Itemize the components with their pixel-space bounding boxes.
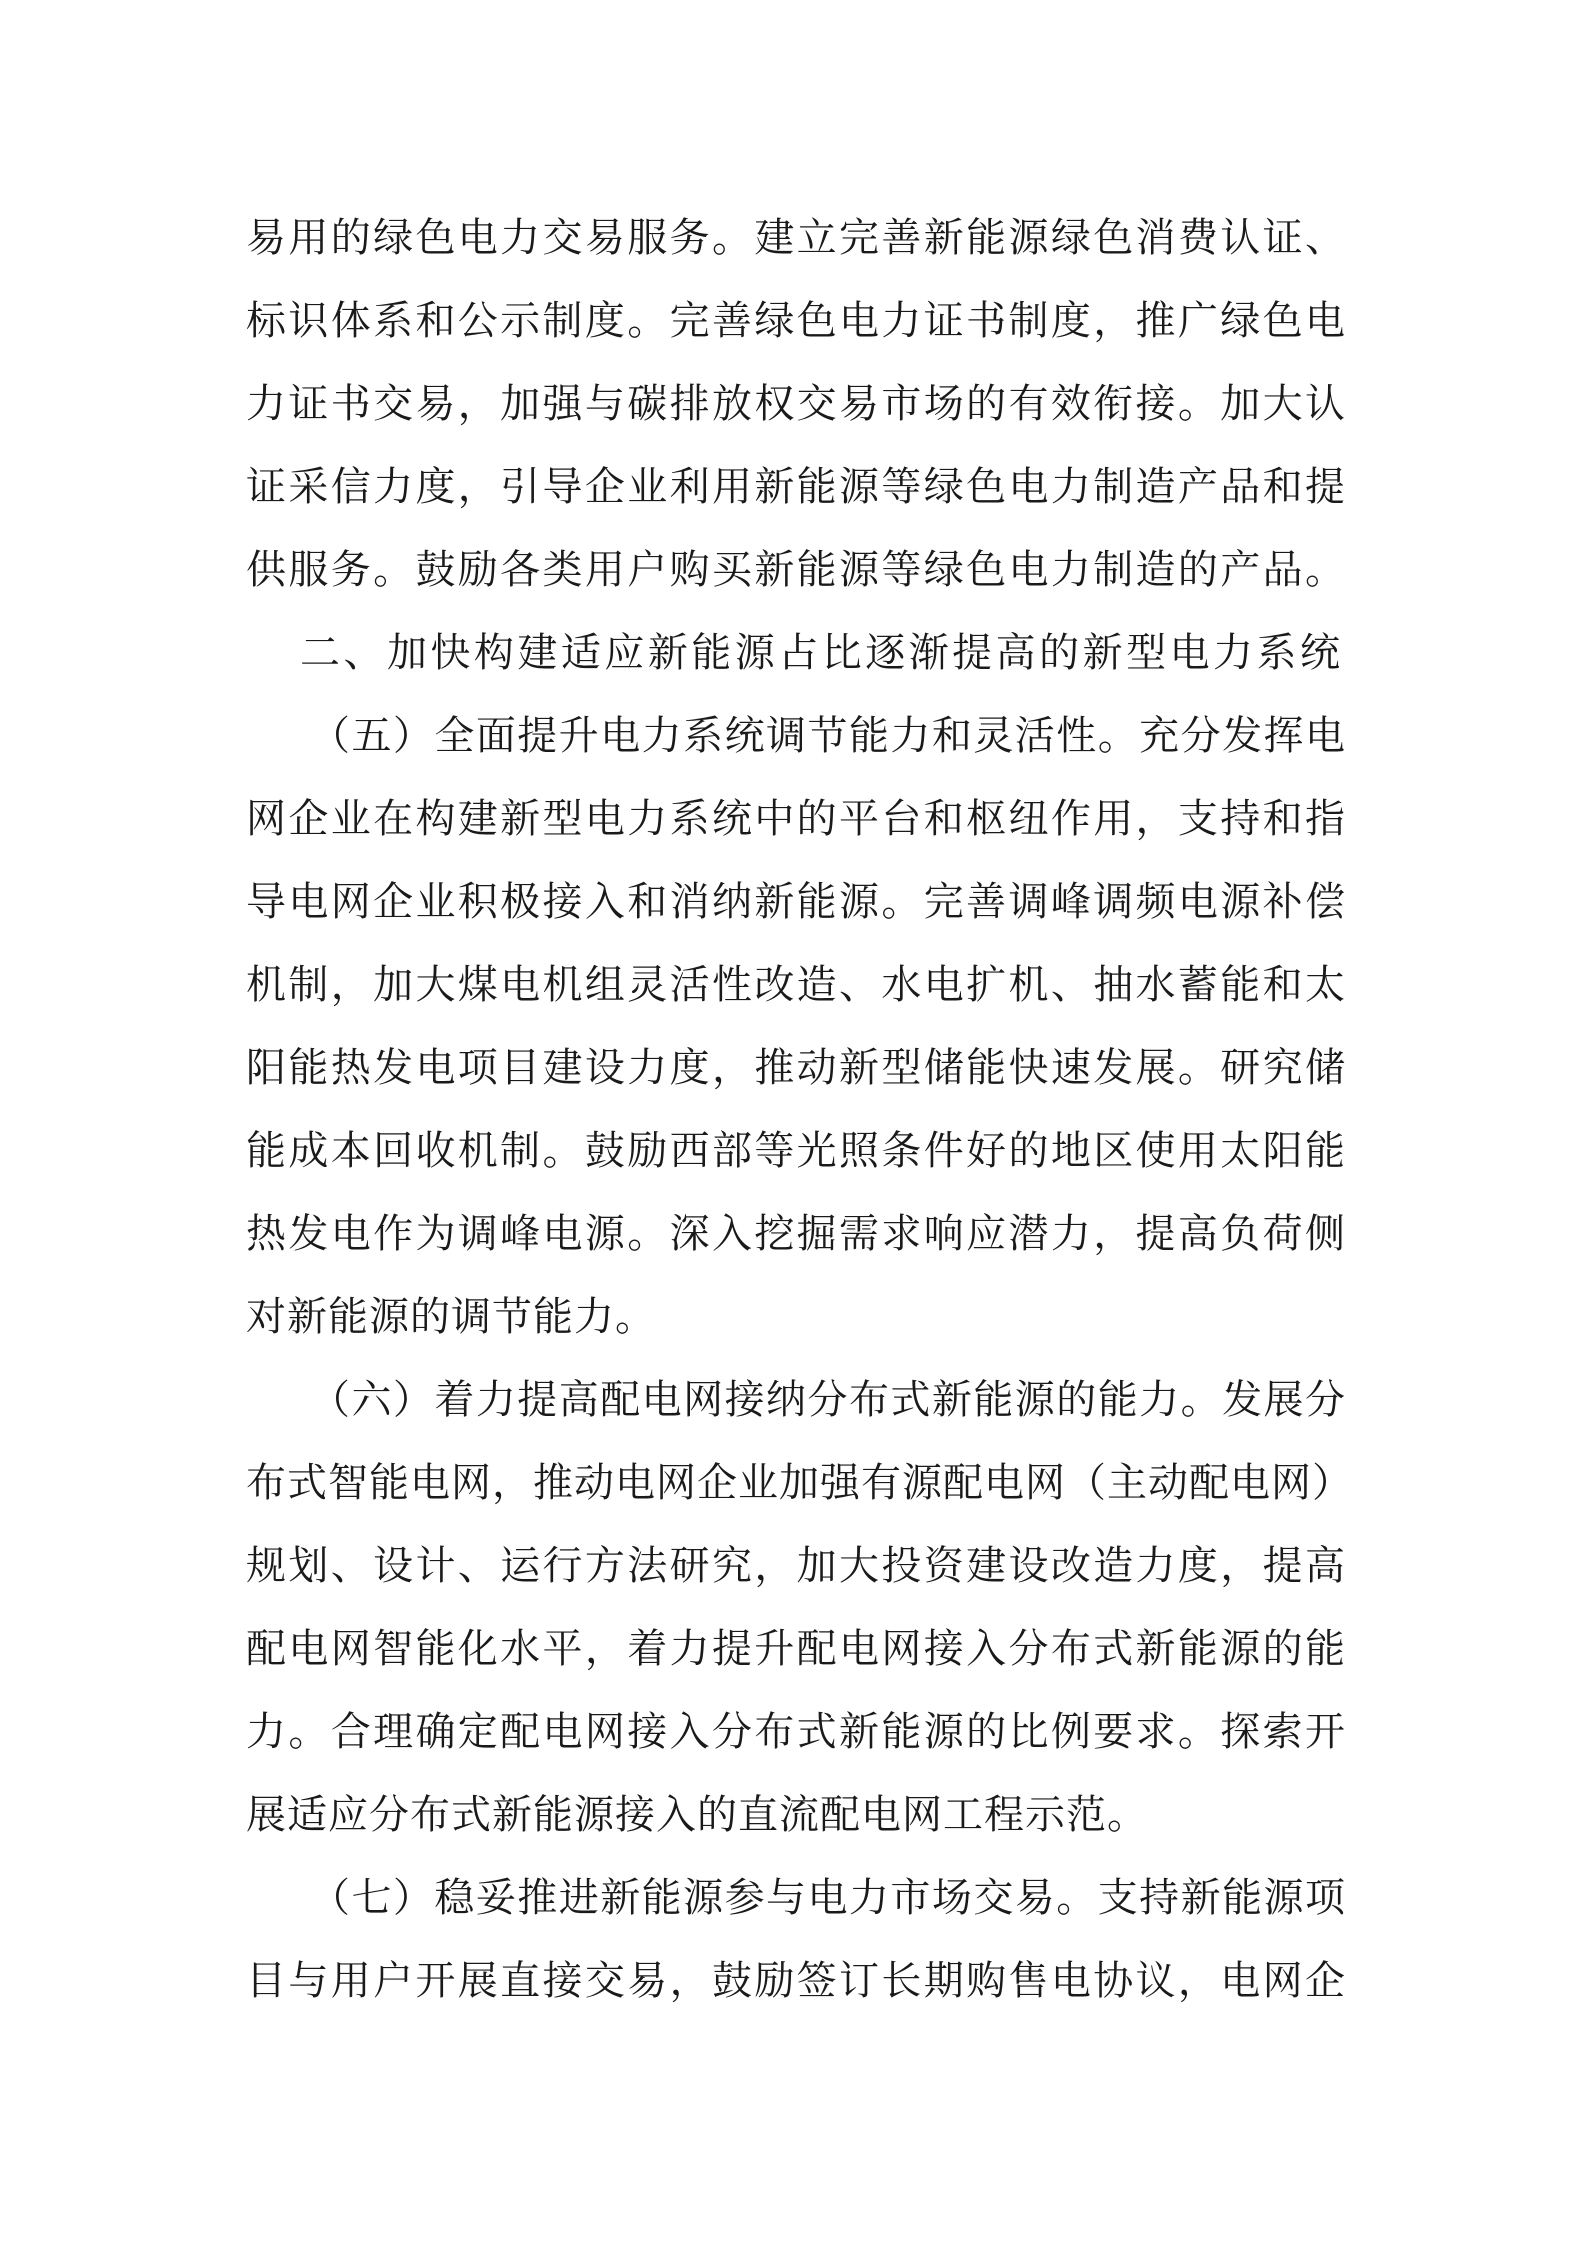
text-line: 规划、设计、运行方法研究，加大投资建设改造力度，提高 bbox=[246, 1543, 1346, 1589]
text-line: 阳能热发电项目建设力度，推动新型储能快速发展。研究储 bbox=[246, 1045, 1346, 1091]
paragraph-five-first-line: （五）全面提升电力系统调节能力和灵活性。充分发挥电 bbox=[310, 713, 1346, 759]
text-line: 力。合理确定配电网接入分布式新能源的比例要求。探索开 bbox=[246, 1709, 1346, 1755]
text-line: 力证书交易，加强与碳排放权交易市场的有效衔接。加大认 bbox=[246, 381, 1346, 427]
text-line: 布式智能电网，推动电网企业加强有源配电网（主动配电网） bbox=[246, 1460, 1353, 1506]
text-line: 机制，加大煤电机组灵活性改造、水电扩机、抽水蓄能和太 bbox=[246, 962, 1346, 1008]
text-line: 导电网企业积极接入和消纳新能源。完善调峰调频电源补偿 bbox=[246, 879, 1346, 925]
text-line: 证采信力度，引导企业利用新能源等绿色电力制造产品和提 bbox=[246, 464, 1346, 510]
text-line: 热发电作为调峰电源。深入挖掘需求响应潜力，提高负荷侧 bbox=[246, 1211, 1346, 1257]
text-line: 对新能源的调节能力。 bbox=[246, 1294, 656, 1340]
text-line: 供服务。鼓励各类用户购买新能源等绿色电力制造的产品。 bbox=[246, 547, 1346, 593]
paragraph-seven-first-line: （七）稳妥推进新能源参与电力市场交易。支持新能源项 bbox=[310, 1875, 1346, 1921]
paragraph-six-first-line: （六）着力提高配电网接纳分布式新能源的能力。发展分 bbox=[310, 1377, 1346, 1423]
text-line: 展适应分布式新能源接入的直流配电网工程示范。 bbox=[246, 1792, 1148, 1838]
section-heading: 二、加快构建适应新能源占比逐渐提高的新型电力系统 bbox=[300, 630, 1340, 676]
text-line: 易用的绿色电力交易服务。建立完善新能源绿色消费认证、 bbox=[246, 215, 1346, 261]
text-line: 配电网智能化水平，着力提升配电网接入分布式新能源的能 bbox=[246, 1626, 1346, 1672]
text-line: 能成本回收机制。鼓励西部等光照条件好的地区使用太阳能 bbox=[246, 1128, 1346, 1174]
text-line: 目与用户开展直接交易，鼓励签订长期购售电协议，电网企 bbox=[246, 1958, 1346, 2004]
text-line: 标识体系和公示制度。完善绿色电力证书制度，推广绿色电 bbox=[246, 298, 1346, 344]
text-line: 网企业在构建新型电力系统中的平台和枢纽作用，支持和指 bbox=[246, 796, 1346, 842]
